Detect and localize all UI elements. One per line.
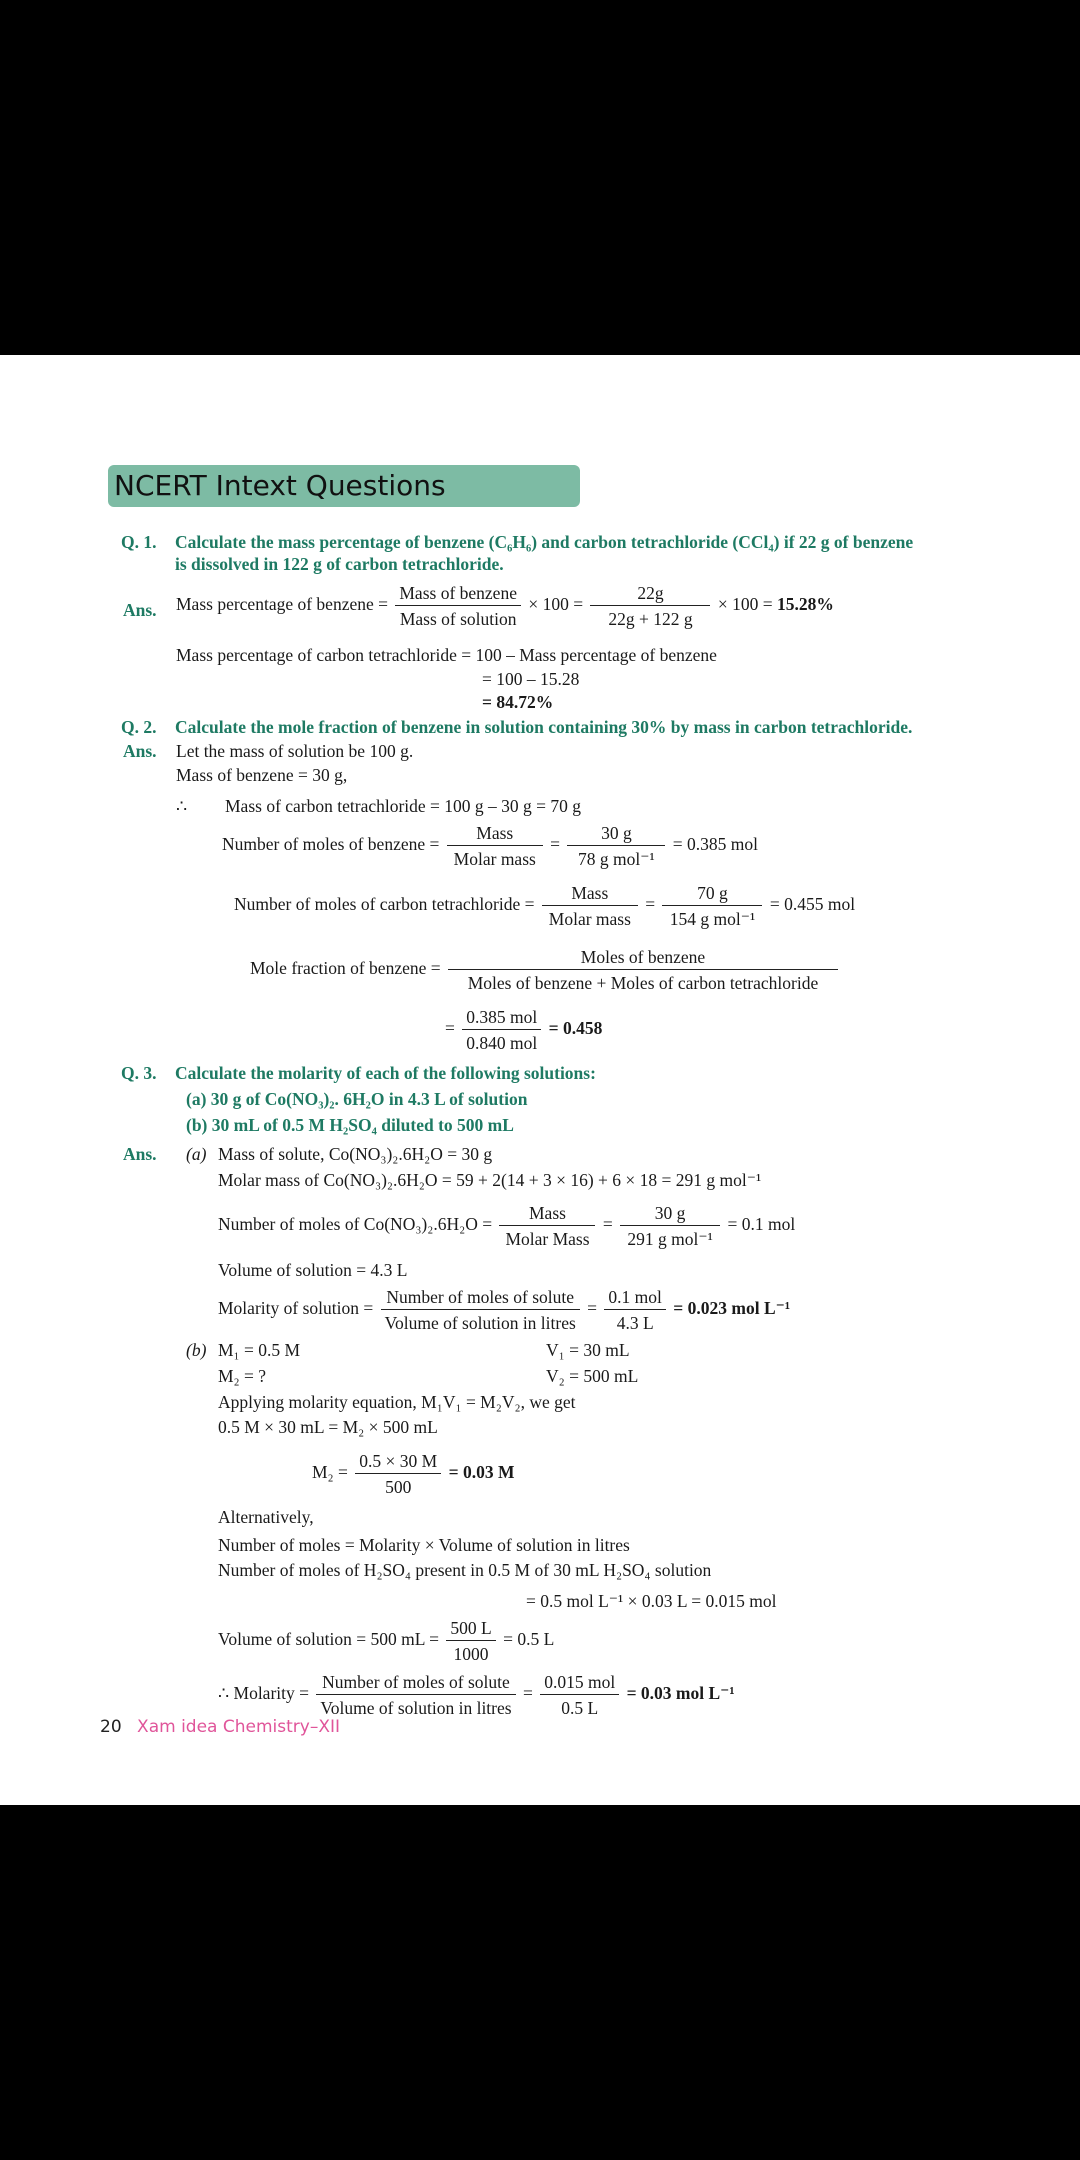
q2-mole-fraction-result: = $\frac{\text{0.385 mol}}{\text{0.840 mol}}$ = 0.458 xyxy=(445,1007,603,1054)
q3-ans-a-line1: Mass of solute, Co(NO₃)₂.6H₂O = 30 g xyxy=(218,1144,493,1164)
q3-ans-b-nm: Number of moles = Molarity × Volume of solution in litres xyxy=(218,1535,630,1555)
q1-ans-line3: = 100 – 15.28 xyxy=(482,669,580,689)
q1-ans-equation: Mass percentage of benzene = $\frac{\text{Mass of benzene}}{\text{Mass of solution}}$ × 100 = $\frac{22g}{22g + 122 g}$ × 100 = 15.28% xyxy=(176,583,834,630)
section-title: NCERT Intext Questions xyxy=(114,469,446,502)
fraction: $\frac{\text{Number of moles of solute}}{\text{Volume of solution in litres}}$ xyxy=(381,1287,580,1333)
fraction: $\frac{30 g}{\text{78 g mol⁻¹}}$ xyxy=(567,823,665,869)
fraction: $\frac{\text{Moles of benzene}}{\text{Moles of benzene + Moles of carbon tetrachloride}}$ xyxy=(448,947,838,993)
fraction: $\frac{30 g}{\text{291 g mol⁻¹}}$ xyxy=(620,1203,720,1249)
q3-ans-a-volume: Volume of solution = 4.3 L xyxy=(218,1260,408,1280)
book-title: Xam idea Chemistry–XII xyxy=(137,1717,341,1737)
q3-ans-b-m2: M₂ = ? xyxy=(218,1366,267,1386)
q3-ans-b-v2: V₂ = 500 mL xyxy=(546,1366,639,1386)
q3-item-b: (b) 30 mL of 0.5 M H₂SO₄ diluted to 500 mL xyxy=(186,1115,514,1135)
q3-ans-b-apply: Applying molarity equation, M₁V₁ = M₂V₂, we get xyxy=(218,1392,576,1412)
q3-text: Calculate the molarity of each of the following solutions: xyxy=(175,1063,596,1083)
q3-ans-b-molarity: ∴ Molarity = $\frac{\text{Number of moles of solute}}{\text{Volume of solution in litres}}$ = $\frac{\text{0.015 mol}}{0.5 L}$ = 0.03 mol L⁻¹ xyxy=(218,1672,735,1719)
q2-moles-ccl4: Number of moles of carbon tetrachloride = $\frac{\text{Mass}}{\text{Molar mass}}$ = $\frac{70 g}{\text{154 g mol⁻¹}}$ = 0.455 mol xyxy=(234,883,856,930)
q2-ans-label: Ans. xyxy=(123,741,157,761)
q3-ans-b-tag: (b) xyxy=(186,1340,207,1360)
page-number: 20 xyxy=(100,1717,122,1737)
q3-ans-label: Ans. xyxy=(123,1144,157,1164)
section-banner xyxy=(108,465,580,507)
fraction: $\frac{70 g}{\text{154 g mol⁻¹}}$ xyxy=(662,883,762,929)
fraction: $\frac{\text{Mass of benzene}}{\text{Mass of solution}}$ xyxy=(395,583,521,629)
q3-ans-b-nm2: Number of moles of H₂SO₄ present in 0.5 M of 30 mL H₂SO₄ solution xyxy=(218,1560,712,1580)
q3-label: Q. 3. xyxy=(121,1063,157,1083)
q2-label: Q. 2. xyxy=(121,717,157,737)
page-footer xyxy=(100,1717,340,1737)
fraction: $\frac{\text{Mass}}{\text{Molar Mass}}$ xyxy=(499,1203,595,1249)
q2-ans-line2: Mass of benzene = 30 g, xyxy=(176,765,348,785)
fraction: $\frac{0.5 \times 30 M}{500}$ xyxy=(355,1451,441,1497)
fraction: $\frac{\text{0.015 mol}}{0.5 L}$ xyxy=(540,1672,619,1718)
q3-ans-a-line2: Molar mass of Co(NO₃)₂.6H₂O = 59 + 2(14 + 3 × 16) + 6 × 18 = 291 g mol⁻¹ xyxy=(218,1170,762,1190)
q2-text: Calculate the mole fraction of benzene in solution containing 30% by mass in carbon tetrachloride. xyxy=(175,717,913,737)
q3-ans-a-molarity: Molarity of solution = $\frac{\text{Number of moles of solute}}{\text{Volume of solution in litres}}$ = $\frac{\text{0.1 mol}}{4.3 L}$ = 0.023 mol L⁻¹ xyxy=(218,1287,791,1334)
document-page xyxy=(0,355,1080,1805)
q3-ans-b-volume: Volume of solution = 500 mL = $\frac{500 L}{1000}$ = 0.5 L xyxy=(218,1618,555,1665)
q3-ans-b-eq: 0.5 M × 30 mL = M₂ × 500 mL xyxy=(218,1417,438,1437)
fraction: $\frac{\text{Number of moles of solute}}{\text{Volume of solution in litres}}$ xyxy=(316,1672,515,1718)
q3-ans-b-alt: Alternatively, xyxy=(218,1507,314,1527)
q2-mole-fraction: Mole fraction of benzene = $\frac{\text{Moles of benzene}}{\text{Moles of benzene + Moles of carbon tetrachloride}}$ xyxy=(250,947,841,993)
fraction: $\frac{22g}{22g + 122 g}$ xyxy=(590,583,710,629)
fraction: $\frac{500 L}{1000}$ xyxy=(446,1618,495,1664)
q3-ans-a-moles: Number of moles of Co(NO₃)₂.6H₂O = $\frac{\text{Mass}}{\text{Molar Mass}}$ = $\frac{30 g}{\text{291 g mol⁻¹}}$ = 0.1 mol xyxy=(218,1203,796,1250)
q3-ans-b-nm3: = 0.5 mol L⁻¹ × 0.03 L = 0.015 mol xyxy=(526,1591,777,1611)
q3-ans-b-m1: M₁ = 0.5 M xyxy=(218,1340,301,1360)
q3-item-a: (a) 30 g of Co(NO₃)₂. 6H₂O in 4.3 L of solution xyxy=(186,1089,528,1109)
fraction: $\frac{\text{0.385 mol}}{\text{0.840 mol}}$ xyxy=(462,1007,541,1053)
q1-ans-line2: Mass percentage of carbon tetrachloride = 100 – Mass percentage of benzene xyxy=(176,645,717,665)
q1-text-line2: is dissolved in 122 g of carbon tetrachloride. xyxy=(175,554,504,574)
q1-text-line1: Calculate the mass percentage of benzene (C₆H₆) and carbon tetrachloride (CCl₄) if 22 g of benzene xyxy=(175,532,914,552)
fraction: $\frac{\text{Mass}}{\text{Molar mass}}$ xyxy=(542,883,638,929)
q1-label: Q. 1. xyxy=(121,532,157,552)
q1-ans-label: Ans. xyxy=(123,600,157,620)
q3-ans-b-m2-calc: M₂ = $\frac{0.5 \times 30 M}{500}$ = 0.03 M xyxy=(312,1451,515,1498)
therefore-symbol: ∴ xyxy=(176,796,188,816)
q2-ans-line1: Let the mass of solution be 100 g. xyxy=(176,741,414,761)
q3-ans-a-tag: (a) xyxy=(186,1144,207,1164)
q1-ans-result: = 84.72% xyxy=(482,692,554,712)
q2-ans-line3: Mass of carbon tetrachloride = 100 g – 30 g = 70 g xyxy=(225,796,582,816)
fraction: $\frac{\text{Mass}}{\text{Molar mass}}$ xyxy=(447,823,543,869)
fraction: $\frac{\text{0.1 mol}}{4.3 L}$ xyxy=(604,1287,665,1333)
q2-moles-benzene: Number of moles of benzene = $\frac{\text{Mass}}{\text{Molar mass}}$ = $\frac{30 g}{\text{78 g mol⁻¹}}$ = 0.385 mol xyxy=(222,823,758,870)
q3-ans-b-v1: V₁ = 30 mL xyxy=(546,1340,630,1360)
